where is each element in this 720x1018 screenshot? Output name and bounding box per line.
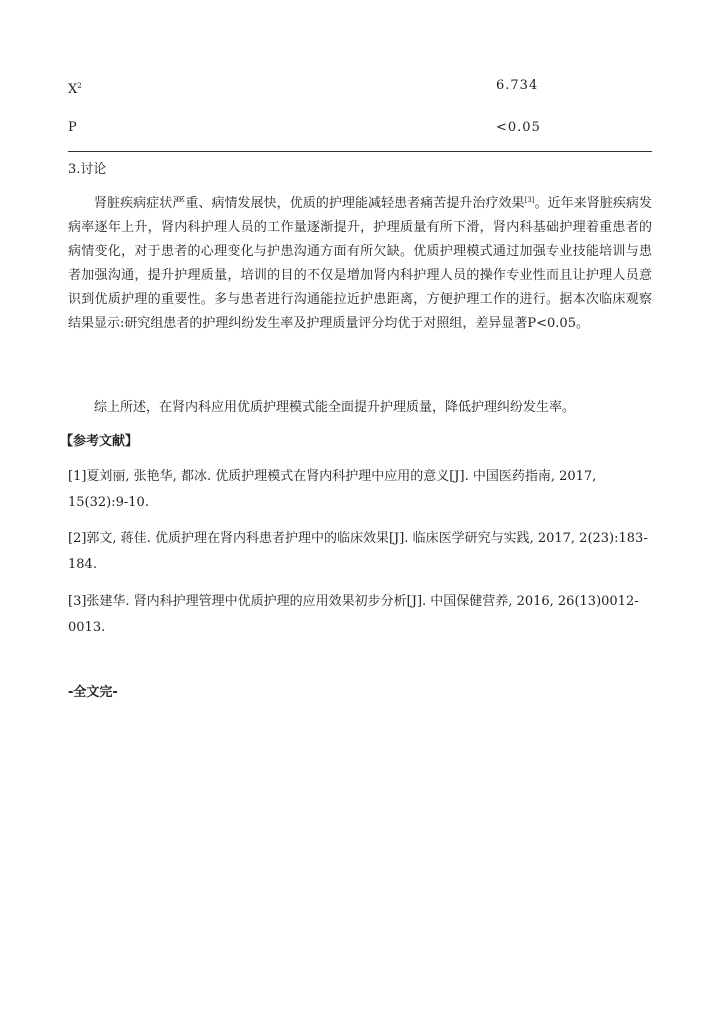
discussion-heading: 3.讨论 <box>68 162 107 177</box>
table-bottom-rule <box>68 151 652 152</box>
chi-square-value: 6.734 <box>496 78 539 93</box>
chi-square-row <box>68 76 652 96</box>
end-of-text-mark: -全文完- <box>68 685 118 700</box>
p-label: P <box>68 120 77 135</box>
chi-square-label: $X^2$ <box>68 82 82 97</box>
citation-marker: [3] <box>524 196 535 204</box>
reference-item-3: [3]张建华. 肾内科护理管理中优质护理的应用效果初步分析[J]. 中国保健营养, 2016, 26(13)0012-0013. <box>68 594 639 635</box>
discussion-paragraph-1: 肾脏疾病症状严重、病情发展快，优质的护理能减轻患者痛苦提升治疗效果[3]。近年来肾脏疾病发病率逐年上升，肾内科护理人员的工作量逐渐提升，护理质量有所下滑，肾内科基础护理着重患者的病情变化，对于患者的心理变化与护患沟通方面有所欠缺。优质护理模式通过加强专业技能培训与患者加强沟通，提升护理质量，培训的目的不仅是增加肾内科护理人员的操作专业性而且让护理人员意识到优质护理的重要性。多与患者进行沟通能拉近护患距离，方便护理工作的进行。据本次临床观察结果显示:研究组患者的护理纠纷发生率及护理质量评分均优于对照组，差异显著P<0.05。 <box>68 196 652 331</box>
reference-item-2: [2]郭文, 蒋佳. 优质护理在肾内科患者护理中的临床效果[J]. 临床医学研究与实践, 2017, 2(23):183-184. <box>68 531 648 572</box>
p-value: <0.05 <box>496 120 541 135</box>
references-heading: 【参考文献】 <box>60 434 139 449</box>
discussion-paragraph-2: 综上所述，在肾内科应用优质护理模式能全面提升护理质量，降低护理纠纷发生率。 <box>94 400 576 415</box>
reference-item-1: [1]夏刘丽, 张艳华, 都冰. 优质护理模式在肾内科护理中应用的意义[J]. 中国医药指南, 2017, 15(32):9-10. <box>68 469 597 510</box>
p-value-row <box>68 118 652 138</box>
